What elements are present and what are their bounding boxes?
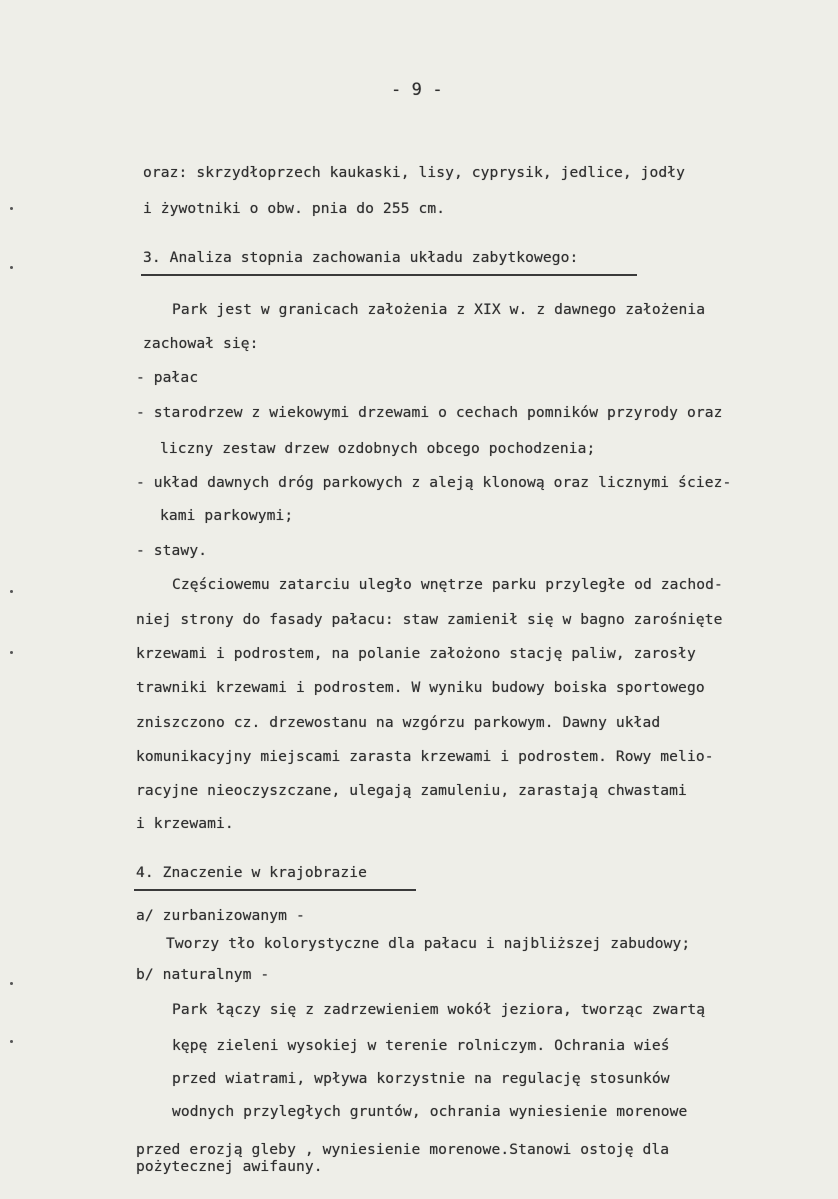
text-line: kępę zieleni wysokiej w terenie rolniczym. Ochrania wieś xyxy=(172,1037,670,1054)
list-item: a/ zurbanizowanym - xyxy=(136,907,305,924)
list-item: - pałac xyxy=(136,369,199,386)
list-item: - starodrzew z wiekowymi drzewami o cechach pomników przyrody oraz xyxy=(136,404,723,421)
section-heading: 4. Znaczenie w krajobrazie xyxy=(136,864,368,881)
list-item: b/ naturalnym - xyxy=(136,966,270,983)
punch-mark xyxy=(10,207,13,210)
text-line: Park jest w granicach założenia z XIX w. z dawnego założenia xyxy=(172,301,706,318)
text-line: Częściowemu zatarciu uległo wnętrze parku przyległe od zachod- xyxy=(172,576,723,593)
text-line: trawniki krzewami i podrostem. W wyniku budowy boiska sportowego xyxy=(136,679,705,696)
text-line: racyjne nieoczyszczane, ulegają zamuleniu, zarastają chwastami xyxy=(136,782,687,799)
text-line: i krzewami. xyxy=(136,815,234,832)
text-line: liczny zestaw drzew ozdobnych obcego pochodzenia; xyxy=(160,440,596,457)
section-heading: 3. Analiza stopnia zachowania układu zabytkowego: xyxy=(143,249,579,266)
text-line: zniszczono cz. drzewostanu na wzgórzu parkowym. Dawny układ xyxy=(136,714,661,731)
text-line: przed wiatrami, wpływa korzystnie na regulację stosunków xyxy=(172,1070,670,1087)
page-number: - 9 - xyxy=(391,80,443,100)
heading-underline xyxy=(141,274,637,276)
text-line: kami parkowymi; xyxy=(160,507,294,524)
punch-mark xyxy=(10,590,13,593)
text-line: krzewami i podrostem, na polanie założono stację paliw, zarosły xyxy=(136,645,696,662)
text-line: i żywotniki o obw. pnia do 255 cm. xyxy=(143,200,446,217)
text-line: pożytecznej awifauny. xyxy=(136,1158,323,1175)
text-line: oraz: skrzydłoprzech kaukaski, lisy, cyprysik, jedlice, jodły xyxy=(143,164,686,181)
text-line: komunikacyjny miejscami zarasta krzewami i podrostem. Rowy melio- xyxy=(136,748,714,765)
punch-mark xyxy=(10,651,13,654)
punch-mark xyxy=(10,982,13,985)
punch-mark xyxy=(10,266,13,269)
text-line: Park łączy się z zadrzewieniem wokół jeziora, tworząc zwartą xyxy=(172,1001,706,1018)
list-item: - stawy. xyxy=(136,542,208,559)
text-line: zachował się: xyxy=(143,335,259,352)
text-line: wodnych przyległych gruntów, ochrania wyniesienie morenowe xyxy=(172,1103,688,1120)
text-line: przed erozją gleby , wyniesienie morenowe.Stanowi ostoję dla xyxy=(136,1141,670,1158)
text-line: Tworzy tło kolorystyczne dla pałacu i najbliższej zabudowy; xyxy=(166,935,691,952)
text-line: niej strony do fasady pałacu: staw zamienił się w bagno zarośnięte xyxy=(136,611,723,628)
heading-underline xyxy=(134,889,416,891)
punch-mark xyxy=(10,1040,13,1043)
list-item: - układ dawnych dróg parkowych z aleją klonową oraz licznymi ściez- xyxy=(136,474,732,491)
